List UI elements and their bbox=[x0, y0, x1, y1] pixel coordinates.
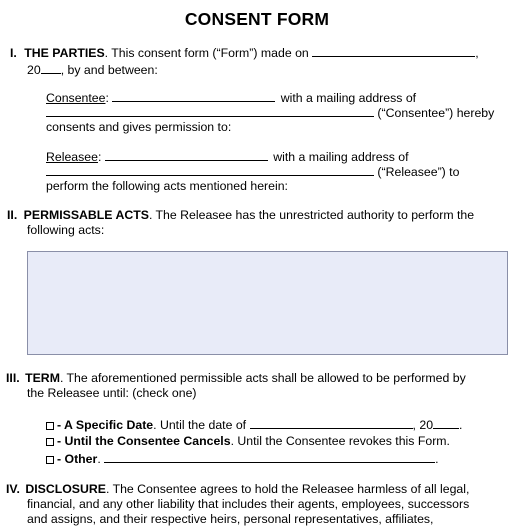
period: . bbox=[97, 452, 101, 466]
releasee-alias: (“Releasee”) to bbox=[377, 165, 460, 179]
section-text: . This consent form (“Form”) made on bbox=[104, 46, 309, 60]
releasee-tail: perform the following acts mentioned herein: bbox=[46, 179, 288, 193]
section-number: IV. bbox=[6, 482, 20, 496]
section-heading: DISCLOSURE bbox=[25, 482, 106, 496]
colon: : bbox=[97, 150, 102, 164]
section-term-line2: the Releasee until: (check one) bbox=[27, 386, 197, 400]
section-disclosure-line1 bbox=[6, 482, 469, 497]
section-text: . The aforementioned permissible acts shall be allowed to be performed by bbox=[59, 371, 466, 385]
option-other bbox=[46, 451, 439, 467]
section-acts-line1 bbox=[7, 208, 474, 223]
colon: : bbox=[105, 91, 109, 105]
consentee-cancels-checkbox[interactable] bbox=[46, 438, 54, 446]
consentee-label: Consentee bbox=[46, 91, 106, 105]
section-heading: TERM bbox=[25, 371, 60, 385]
comma: , bbox=[475, 46, 479, 60]
consentee-name-blank[interactable] bbox=[112, 90, 275, 102]
section-text: . The Releasee has the unrestricted authority to perform the bbox=[148, 208, 475, 222]
section-disclosure-line2: financial, and any other liability that includes their agents, employees, successors bbox=[27, 497, 470, 511]
section-term-line1 bbox=[6, 371, 466, 386]
consentee-line bbox=[46, 90, 416, 106]
mailing-text: with a mailing address of bbox=[280, 91, 417, 105]
consentee-alias: (“Consentee”) hereby bbox=[377, 106, 495, 120]
period: . bbox=[435, 452, 439, 466]
option-label: - Other bbox=[57, 452, 98, 466]
releasee-line bbox=[46, 149, 409, 165]
year-prefix: 20 bbox=[27, 63, 41, 77]
section-acts-line2: following acts: bbox=[27, 223, 105, 237]
until-year-blank[interactable] bbox=[433, 417, 459, 429]
mailing-text: with a mailing address of bbox=[273, 150, 409, 164]
section-parties-line2 bbox=[27, 62, 158, 78]
section-disclosure-line3: and assigns, and their respective heirs, personal representatives, affiliates, bbox=[27, 512, 434, 526]
until-date-blank[interactable] bbox=[250, 417, 413, 429]
option-text: . Until the date of bbox=[153, 418, 247, 432]
consentee-address-blank[interactable] bbox=[46, 105, 374, 117]
option-label: - Until the Consentee Cancels bbox=[57, 434, 231, 448]
section-number: I. bbox=[10, 46, 17, 60]
section-heading: THE PARTIES bbox=[24, 46, 105, 60]
year-prefix: , 20 bbox=[412, 418, 434, 432]
year-blank[interactable] bbox=[41, 62, 61, 74]
section-text: . The Consentee agrees to hold the Releasee harmless of all legal, bbox=[105, 482, 470, 496]
releasee-address-blank[interactable] bbox=[46, 164, 374, 176]
section-number: II. bbox=[7, 208, 18, 222]
consentee-address-line bbox=[46, 105, 494, 121]
section-parties-line1 bbox=[10, 45, 479, 61]
other-text-blank[interactable] bbox=[104, 451, 435, 463]
section-text: , by and between: bbox=[60, 63, 158, 77]
form-date-blank[interactable] bbox=[312, 45, 475, 57]
option-specific-date bbox=[46, 417, 462, 433]
section-heading: PERMISSABLE ACTS bbox=[23, 208, 149, 222]
releasee-label: Releasee bbox=[46, 150, 98, 164]
consentee-tail: consents and gives permission to: bbox=[46, 120, 232, 134]
form-title: CONSENT FORM bbox=[184, 9, 330, 29]
option-text: . Until the Consentee revokes this Form. bbox=[230, 434, 450, 448]
other-checkbox[interactable] bbox=[46, 456, 54, 464]
period: . bbox=[459, 418, 463, 432]
releasee-address-line bbox=[46, 164, 459, 180]
section-number: III. bbox=[6, 371, 20, 385]
option-label: - A Specific Date bbox=[57, 418, 154, 432]
specific-date-checkbox[interactable] bbox=[46, 422, 54, 430]
option-consentee-cancels bbox=[46, 434, 450, 449]
permissible-acts-textbox[interactable] bbox=[27, 251, 508, 355]
releasee-name-blank[interactable] bbox=[105, 149, 268, 161]
